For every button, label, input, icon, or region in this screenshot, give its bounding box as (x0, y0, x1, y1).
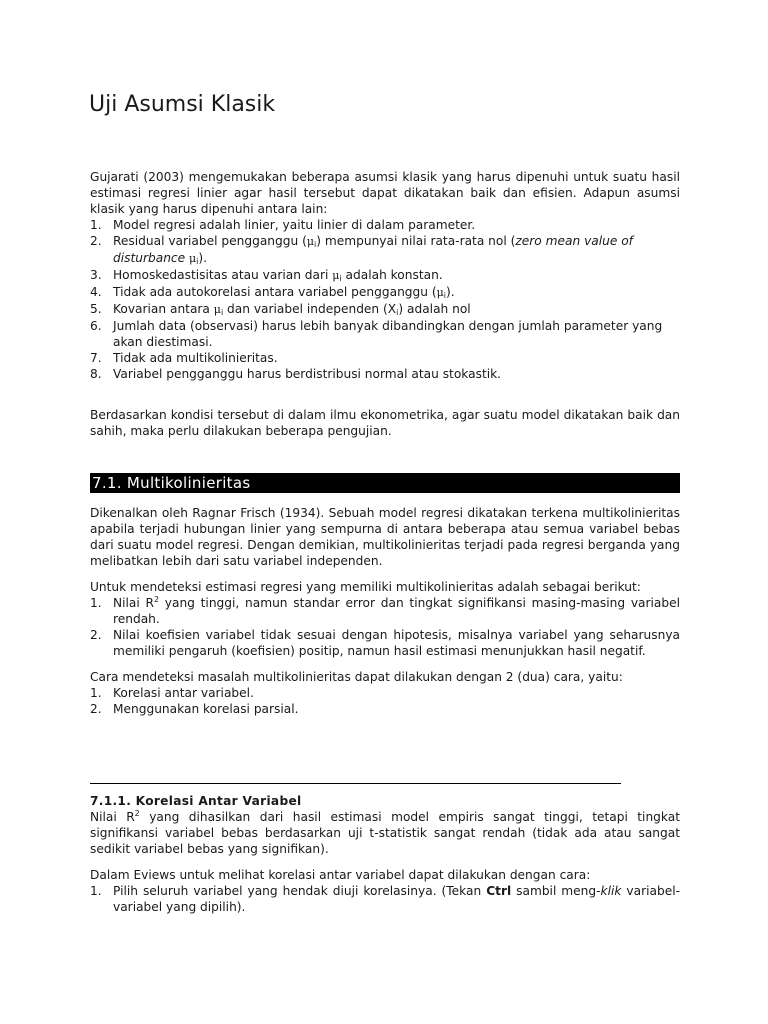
assumption-list (90, 217, 680, 382)
subsection-heading: 7.1.1. Korelasi Antar Variabel (90, 794, 302, 808)
detect-list (90, 595, 680, 659)
list-item: 8. Variabel pengganggu harus berdistribusi normal atau stokastik. (90, 367, 502, 381)
detect-intro: Untuk mendeteksi estimasi regresi yang memiliki multikolinieritas adalah sebagai berikut: (90, 580, 641, 594)
page-title: Uji Asumsi Klasik (89, 92, 276, 117)
section-heading: 7.1. Multikolinieritas (90, 473, 680, 493)
list-item: 2. Nilai koefisien variabel tidak sesuai dengan hipotesis, misalnya variabel yang seharusnya memiliki pengaruh (koefisien) positip, namun hasil estimasi menunjukkan hasil negatif. (90, 628, 680, 658)
multikolinieritas-paragraph: Dikenalkan oleh Ragnar Frisch (1934). Sebuah model regresi dikatakan terkena multikolinieritas apabila terjadi hubungan linier yang sempurna di antara beberapa atau semua variabel bebas dari suatu model regresi. Dengan demikian, multikolinieritas terjadi pada regresi berganda yang melibatkan lebih dari satu variabel independen. (90, 506, 680, 568)
closing-paragraph: Berdasarkan kondisi tersebut di dalam ilmu ekonometrika, agar suatu model dikatakan baik dan sahih, maka perlu dilakukan beberapa pengujian. (90, 408, 680, 438)
eviews-intro: Dalam Eviews untuk melihat korelasi antar variabel dapat dilakukan dengan cara: (90, 868, 591, 882)
list-item: 2. Menggunakan korelasi parsial. (90, 702, 299, 716)
eviews-list (90, 883, 680, 915)
list-item: 7. Tidak ada multikolinieritas. (90, 351, 278, 365)
list-item: 1. Model regresi adalah linier, yaitu linier di dalam parameter. (90, 218, 476, 232)
ways-list (90, 685, 680, 717)
list-item: 5. Kovarian antara $\mu_i$ dan variabel independen $(X_i)$ adalah nol (90, 302, 471, 317)
intro-paragraph: Gujarati (2003) mengemukakan beberapa asumsi klasik yang harus dipenuhi untuk suatu hasil estimasi regresi linier agar hasil tersebut dapat dikatakan baik dan efisien. Adapun asumsi klasik yang harus dipenuhi antara lain: (90, 170, 680, 216)
list-item: 1. Korelasi antar variabel. (90, 686, 254, 700)
korelasi-paragraph: Nilai $R^2$ yang dihasilkan dari hasil estimasi model empiris sangat tinggi, tetapi tingkat signifikansi variabel bebas berdasarkan uji t-statistik sangat rendah (tidak ada atau sangat sedikit variabel bebas yang signifikan). (90, 809, 680, 856)
divider-line (90, 783, 621, 784)
list-item: 4. Tidak ada autokorelasi antara variabel pengganggu $(\mu_i)$. (90, 285, 455, 300)
intro-block (90, 169, 680, 382)
section-body (90, 505, 680, 717)
list-item: 2. Residual variabel pengganggu $(\mu_i)$ mempunyai nilai rata-rata nol (zero mean value of disturbance $\mu_i$). (90, 234, 633, 266)
subsection-body (90, 793, 680, 915)
list-item: 1. Pilih seluruh variabel yang hendak diuji korelasinya. (Tekan Ctrl sambil meng-klik variabel-variabel yang dipilih). (90, 884, 680, 914)
list-item: 6. Jumlah data (observasi) harus lebih banyak dibandingkan dengan jumlah parameter yang akan diestimasi. (90, 319, 663, 349)
ways-intro: Cara mendeteksi masalah multikolinieritas dapat dilakukan dengan 2 (dua) cara, yaitu: (90, 670, 623, 684)
list-item: 3. Homoskedastisitas atau varian dari $\mu_i$ adalah konstan. (90, 268, 443, 283)
list-item: 1. Nilai $R^2$ yang tinggi, namun standar error dan tingkat signifikansi masing-masing variabel rendah. (90, 595, 680, 626)
